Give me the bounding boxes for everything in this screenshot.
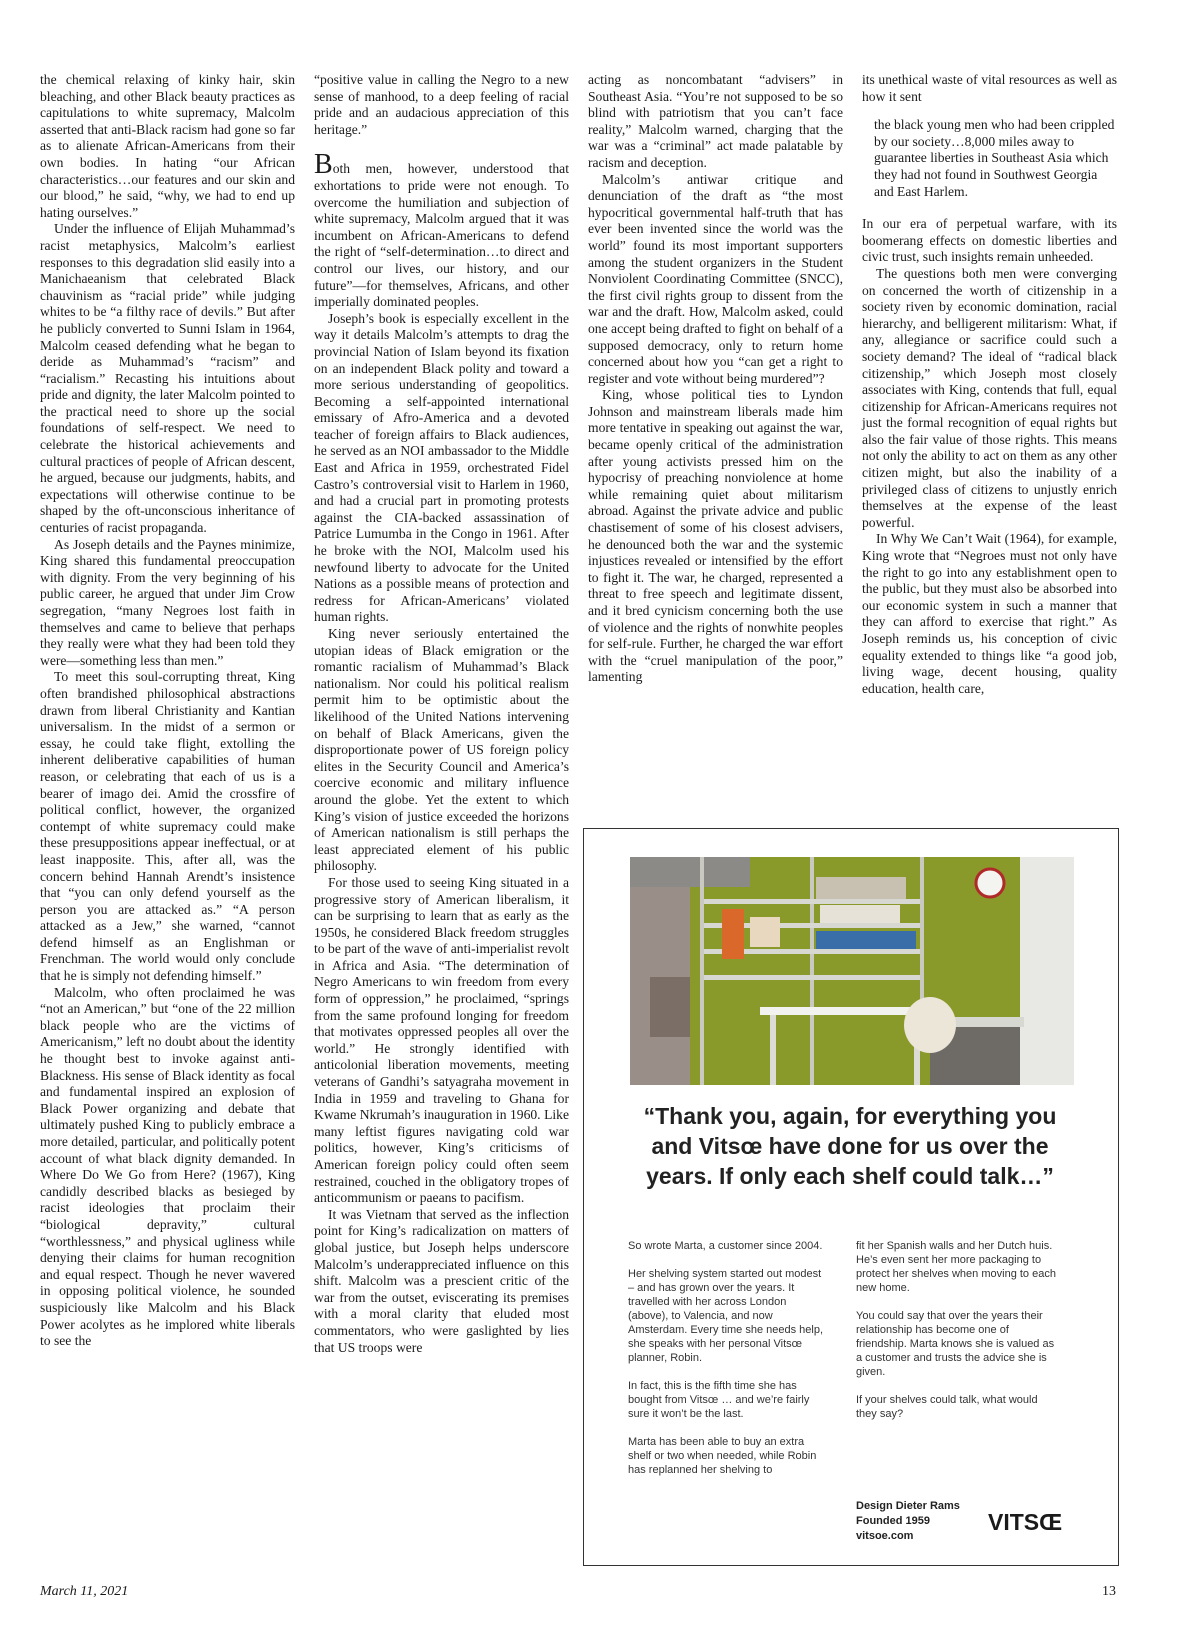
shelf-rail bbox=[920, 857, 924, 1017]
white-desk bbox=[760, 1007, 930, 1015]
page-number: 13 bbox=[1102, 1584, 1116, 1599]
shelving-room-illustration bbox=[630, 857, 1074, 1085]
paragraph: The questions both men were converging on concerned the worth of citizenship in a society riven by economic domination, racial hierarchy, and belligerent militarism: What, if any, allegiance or sacrifice could such a society demand? The ideal of “radical black citizenship,” which Joseph most closely associates with King, contends that full, equal citizenship for African-Americans requires not just the formal recognition of equal rights but also the fair value of those rights. This means not only the ability to act on them as any other citizen might, but also the inability of a privileged class of citizens to unjustly enrich themselves at the expense of the least powerful. bbox=[862, 265, 1117, 530]
wall-clock bbox=[976, 869, 1004, 897]
ad-paragraph: Marta has been able to buy an extra shelf or two when needed, while Robin has replanned her shelving to bbox=[628, 1436, 817, 1476]
block-quote: the black young men who had been crippled by our society…8,000 miles away to guarantee liberties in Southeast Asia which they had not found in Southwest Georgia and East Harlem. bbox=[874, 117, 1115, 199]
section-start bbox=[314, 149, 569, 310]
paragraph: Malcolm, who often proclaimed he was “not an American,” but “one of the 22 million black people who are the victims of Americanism,” left no doubt about the identity he thought best to invoke against anti-Blackness. His sense of Black identity as focal and fundamental inspired an explosion of Black Power organizing and debate that ultimately pushed King to publicly embrace a more detailed, particular, and politically potent account of what black dignity demanded. In Where Do We Go from Here? (1967), King candidly described blacks as besieged by racist ideologies that proclaim their “biological depravity,” cultural “worthlessness,” and physical ugliness while denying their claims for human recognition and equal respect. Though he never wavered in opposing political violence, he sounded suspiciously like Malcolm and his Black Power acolytes as he implored white liberals to see the bbox=[40, 984, 296, 1349]
paragraph: “positive value in calling the Negro to a new sense of manhood, to a deep feeling of racial pride and an audacious appreciation of this heritage.” bbox=[314, 72, 569, 137]
ad-credit-design: Design Dieter Rams bbox=[856, 1500, 960, 1512]
orange-bag bbox=[722, 909, 744, 959]
paragraph: Under the influence of Elijah Muhammad’s racist metaphysics, Malcolm’s earliest responses to this degradation slid easily into a Manichaeanism that celebrated Black chauvinism as “racial pride” while judging whites to be “a filthy race of devils.” But after he publicly converted to Sunni Islam in 1964, Malcolm ceased defending what he began to deride as Muhammad’s “racism” and “racialism.” Recasting his intuitions about pride and dignity, the later Malcolm pointed to the practical need to shore up the social foundations of self-respect. We need to celebrate the historical achievements and cultural practices of people of African descent, he argued, because our judgments, habits, and expectations will otherwise continue to be shaped by the oft-unconscious inheritance of centuries of racist propaganda. bbox=[40, 221, 295, 536]
section-start-text: oth men, however, understood that exhortations to pride were not enough. To overcome the humiliation and subjection of white supremacy, Malcolm argued that it was incumbent on African-Americans to defend the right of “self-determination…to direct and control our lives, our history, and our future”—for themselves, Africans, and other imperially dominated peoples. bbox=[314, 161, 569, 310]
binders bbox=[820, 905, 900, 923]
shelf-rail bbox=[700, 857, 704, 1085]
desk-leg bbox=[770, 1015, 776, 1085]
window-light bbox=[1020, 857, 1074, 1085]
paragraph: Malcolm’s antiwar critique and denunciation of the draft as “the most hypocritical governmental half-truth that has ever been invented since the world was the world” found its most important supporters among the student organizers in the Student Nonviolent Coordinating Committee (SNCC), the first civil rights group to dissent from the war and the draft. How, Malcolm asked, could one accept being drafted to fight on behalf of a supposed democracy, only to return home concerned about how you “can get a right to register and vote without being murdered”? bbox=[588, 171, 843, 386]
issue-date: March 11, 2021 bbox=[40, 1584, 129, 1599]
ad-credits bbox=[856, 1499, 960, 1544]
paragraph: It was Vietnam that served as the inflection point for King’s radicalization on matters of global justice, but Joseph helps underscore Malcolm’s underappreciated influence on this shift. Malcolm was a prescient critic of the war from the outset, eviscerating its premises with a moral clarity that eluded most commentators, who were gaslighted by lies that US troops were bbox=[314, 1206, 569, 1355]
ad-body-column-1 bbox=[628, 1239, 828, 1491]
shelf-rail bbox=[810, 857, 814, 1085]
paragraph: its unethical waste of vital resources as well as how it sent bbox=[862, 72, 1117, 104]
paragraph: To meet this soul-corrupting threat, King often brandished philosophical abstractions drawn from liberal Christianity and Kantian universalism. In the midst of a sermon or essay, he could take flight, extolling the inherent deliberative capabilities of human reason, or celebrating that each of us is a bearer of imago dei. Amid the crossfire of political conflict, however, the organized contempt of white supremacy could make these presuppositions appear ineffectual, or at least inapposite. This, after all, was the concern behind Hannah Arendt’s insistence that “you can only defend yourself as the person you are attacked as.” “A person attacked as a Jew,” she warned, “cannot defend himself as an Englishman or Frenchman. The world would only conclude that he is simply not defending himself.” bbox=[40, 669, 295, 984]
paragraph: King, whose political ties to Lyndon Johnson and mainstream liberals made him more tentative in speaking out against the war, became openly critical of the administration after young activists pressed him on the hypocrisy of preaching nonviolence at home while remaining quiet about militarism abroad. Against the private advice and public chastisement of some of his closest advisers, he denounced both the war and the systemic injustices revealed or intensified by the effort to fight it. The war, he charged, represented a threat to free speech and legitimate dissent, and it bred cynicism concerning both the use of violence and the rights of nonwhite peoples for self-rule. Further, he charged the war effort with the “cruel manipulation of the poor,” lamenting bbox=[588, 387, 843, 685]
ceiling-shadow bbox=[630, 857, 750, 887]
vitsoe-logo: VITSŒ bbox=[988, 1509, 1063, 1535]
ad-credit-url[interactable]: vitsoe.com bbox=[856, 1530, 914, 1542]
left-wall bbox=[630, 857, 690, 1085]
white-chair bbox=[904, 997, 956, 1053]
paragraph: Joseph’s book is especially excellent in the way it details Malcolm’s attempts to drag the provincial Nation of Islam beyond its fixation on an independent Black polity and toward a more serious understanding of geopolitics. Becoming a self-appointed international emissary of Afro-America and a devoted teacher of foreign affairs to Black audiences, he served as an NOI ambassador to the Middle East and Africa in 1959, orchestrated Fidel Castro’s controversial visit to Harlem in 1960, and had a crucial part in promoting protests against the CIA-backed assassination of Patrice Lumumba in the Congo in 1961. After he broke with the NOI, Malcolm used his newfound liberty to advocate for the United Nations as a possible means of protection and redress for African-Americans’ violated human rights. bbox=[314, 310, 569, 625]
ad-paragraph: You could say that over the years their relationship has become one of friendship. Marta knows she is valued as a customer and trusts the advice she is given. bbox=[856, 1310, 1055, 1378]
blue-boxes bbox=[816, 931, 916, 949]
ad-body-column-2 bbox=[856, 1239, 1056, 1435]
ad-paragraph: So wrote Marta, a customer since 2004. bbox=[628, 1240, 823, 1252]
paragraph: In our era of perpetual warfare, with its boomerang effects on domestic liberties and civic trust, such insights remain unheeded. bbox=[862, 216, 1117, 265]
paragraph: For those used to seeing King situated in a progressive story of American liberalism, it can be surprising to learn that as early as the 1950s, he considered Black freedom struggles to be part of the wave of anti-imperialist revolt in Africa and Asia. “The determination of Negro Americans to win freedom from every form of oppression,” he proclaimed, “springs from the same profound longing for freedom that motivates oppressed peoples all over the world.” He strongly identified with anticolonial liberation movements, meeting veterans of Gandhi’s satyagraha movement in India in 1959 and traveling to Ghana for Kwame Nkrumah’s inauguration in 1960. Like many leftist figures navigating cold war politics, however, King’s criticisms of American foreign policy could often seem restrained, couched in the obligatory tropes of anticommunism or paeans to pacifism. bbox=[314, 874, 569, 1206]
ad-paragraph: If your shelves could talk, what would they say? bbox=[856, 1394, 1038, 1420]
paragraph: King never seriously entertained the utopian ideas of Black emigration or the romantic racialism of Muhammad’s Black nationalism. Nor could his political realism permit him to be optimistic about the likelihood of the United Nations intervening on behalf of Black Americans, given the disproportionate power of US foreign policy elites in the Security Council and America’s coercive economic and military influence around the globe. Yet the extent to which King’s vision of justice exceeded the horizons of American nationalism is still perhaps the least appreciated element of his public philosophy. bbox=[314, 626, 569, 874]
ad-photo-room-shelving bbox=[630, 857, 1074, 1085]
ad-headline: “Thank you, again, for everything you and Vitsœ have done for us over the years. If only each shelf could talk…” bbox=[643, 1103, 1057, 1189]
drop-cap: B bbox=[314, 149, 333, 181]
ad-credit-founded: Founded 1959 bbox=[856, 1515, 930, 1527]
ad-paragraph: fit her Spanish walls and her Dutch huis. He’s even sent her more packaging to protect her shelves when moving to each new home. bbox=[856, 1240, 1056, 1294]
radiator bbox=[650, 977, 690, 1037]
paragraph: the chemical relaxing of kinky hair, skin bleaching, and other Black beauty practices as capitulations to white supremacy, Malcolm asserted that anti-Black racism had gone so far as to alienate African-Americans from their own bodies. In hating “our African characteristics…our features and our skin and our blood,” he said, “why, we had to end up hating ourselves.” bbox=[40, 72, 295, 220]
paragraph: As Joseph details and the Paynes minimize, King shared this fundamental preoccupation with dignity. From the very beginning of his public career, he argued that under Jim Crow segregation, “many Negroes lost faith in themselves and came to believe that perhaps they really were what they had been told they were—something less than men.” bbox=[40, 536, 295, 668]
article-column-4 bbox=[862, 72, 1117, 697]
shelf bbox=[704, 975, 920, 980]
article-column-3 bbox=[588, 72, 843, 686]
pinned-notes bbox=[750, 917, 780, 947]
vitsoe-advertisement bbox=[583, 828, 1119, 1566]
article-column-1 bbox=[40, 72, 295, 1350]
article-column-2 bbox=[314, 72, 569, 1356]
paragraph: In Why We Can’t Wait (1964), for example, King wrote that “Negroes must not only have the right to go into any establishment open to the public, but they must also be absorbed into our economic system in such a manner that they can afford to exercise that right.” As Joseph reminds us, his conception of civic equality extended to things like “a good job, living wage, decent housing, quality education, health care, bbox=[862, 531, 1117, 696]
shelf bbox=[704, 899, 920, 904]
books bbox=[816, 877, 906, 899]
paragraph: acting as noncombatant “advisers” in Southeast Asia. “You’re not supposed to be so blind with patriotism that you can’t face reality,” Malcolm warned, charging that the war was a “criminal” act made palatable by racism and deception. bbox=[588, 72, 843, 170]
ad-paragraph: In fact, this is the fifth time she has bought from Vitsœ … and we’re fairly sure it won’t be the last. bbox=[628, 1380, 810, 1420]
ad-paragraph: Her shelving system started out modest – and has grown over the years. It travelled with her across London (above), to Valencia, and now Amsterdam. Every time she needs help, she speaks with her personal Vitsœ planner, Robin. bbox=[628, 1268, 824, 1364]
